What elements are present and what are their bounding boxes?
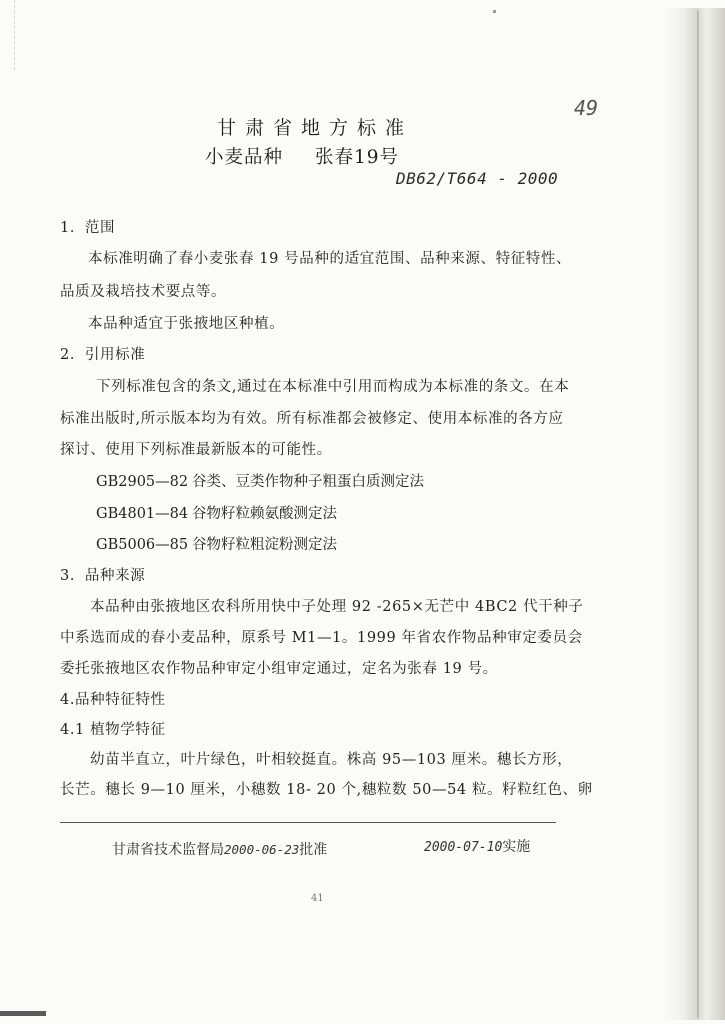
effective-statement [424, 836, 530, 856]
effective-label: 实施 [502, 839, 531, 855]
subtitle-variety: 张春19号 [315, 147, 400, 168]
reference-code: GB4801—84 [96, 506, 189, 522]
reference-standard-row [96, 533, 337, 554]
approval-statement [112, 839, 327, 859]
issuer-name: 甘肃省技术监督局 [112, 842, 224, 858]
section-3-paragraph-line: 中系选而成的春小麦品种，原系号 M1—1。1999 年省农作物品种审定委员会 [60, 630, 583, 646]
section-3-heading: 3．品种来源 [60, 568, 146, 584]
section-1-paragraph-line: 本标准明确了春小麦张春 19 号品种的适宜范围、品种来源、特征特性、 [88, 251, 572, 267]
document-title: 甘肃省地方标准 [216, 117, 413, 139]
reference-code: GB2905—82 [96, 474, 189, 490]
reference-code: GB5006—85 [96, 537, 189, 553]
scan-binding-edge [663, 8, 725, 1020]
reference-standard-row [96, 502, 337, 523]
section-4-1-heading: 4.1 植物学特征 [60, 722, 166, 738]
reference-title: 谷类、豆类作物种子粗蛋白质测定法 [192, 474, 424, 490]
reference-title: 谷物籽粒粗淀粉测定法 [192, 537, 337, 553]
scan-left-edge [0, 0, 15, 70]
section-2-paragraph-line: 下列标准包含的条文,通过在本标准中引用而构成为本标准的条文。在本 [96, 379, 570, 395]
section-4-1-paragraph-line: 长芒。穗长 9—10 厘米，小穗数 18- 20 个,穗粒数 50—54 粒。籽粒红色、卵 [60, 782, 593, 798]
section-1-paragraph-line: 本品种适宜于张掖地区种植。 [88, 316, 285, 332]
reference-title: 谷物籽粒赖氨酸测定法 [192, 506, 337, 522]
document-subtitle [205, 143, 399, 169]
section-2-paragraph-line: 标准出版时,所示版本均为有效。所有标准都会被修定、使用本标准的各方应 [60, 411, 564, 427]
handwritten-page-mark: 49 [574, 96, 599, 120]
section-2-paragraph-line: 探讨、使用下列标准最新版本的可能性。 [60, 442, 332, 458]
scan-edge-line [697, 10, 699, 1018]
page-number: 41 [311, 893, 324, 904]
section-3-paragraph-line: 本品种由张掖地区农科所用快中子处理 92 -265×无芒中 4BC2 代干种子 [90, 599, 584, 615]
approval-date: 2000-06-23 [224, 842, 300, 857]
subtitle-category: 小麦品种 [205, 147, 284, 168]
effective-date: 2000-07-10 [424, 840, 503, 855]
section-1-paragraph-line: 品质及栽培技术要点等。 [60, 284, 227, 300]
scan-corner-mark [0, 1011, 46, 1016]
section-4-1-paragraph-line: 幼苗半直立，叶片绿色，叶相较挺直。株高 95—103 厘米。穗长方形， [90, 752, 573, 768]
section-1-heading: 1．范围 [60, 220, 116, 236]
section-4-heading: 4.品种特征特性 [60, 692, 166, 708]
scan-speck [493, 10, 496, 13]
approval-label: 批准 [299, 842, 328, 858]
reference-standard-row [96, 470, 424, 491]
section-2-heading: 2．引用标准 [60, 347, 146, 363]
handwritten-standard-code: DB62/T664 - 2000 [396, 169, 559, 188]
section-3-paragraph-line: 委托张掖地区农作物品种审定小组审定通过，定名为张春 19 号。 [60, 661, 498, 677]
footer-divider [60, 822, 556, 823]
